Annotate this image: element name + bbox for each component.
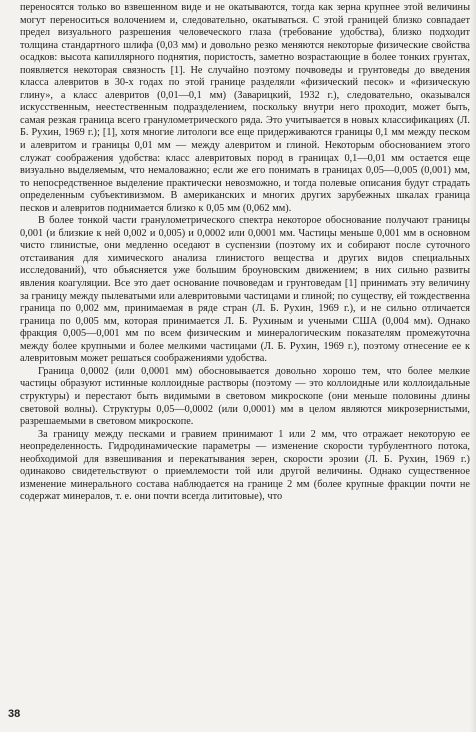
paragraph-4: За границу между песками и гравием принимают 1 или 2 мм, что отражает некоторую ее неопределенность. Гидродинамические параметры — изменение скорости турбулентного потока, необходимой для взвешивания и перекатывания зерен, скорости эрозии (Л. Б. Рухин, 1969 г.) одинаково свидетельствуют о приемлемости той или другой величины. Однако существенное изменение минерального состава наблюдается на границе 2 мм (более крупные фракции почти не содержат минералов, т. е. они почти всегда лититовые), что <box>20 428 470 503</box>
paragraph-3: Граница 0,0002 (или 0,0001 мм) обосновывается довольно хорошо тем, что более мелкие частицы образуют истинные коллоидные растворы (поэтому — это коллоидные или коллоидальные структуры) и перестают быть видимыми в световом микроскопе (они меньше половины длины световой волны). Структуры 0,05—0,0002 (или 0,0001) мм в целом являются микрозернистыми, разрешаемыми в световом микроскопе. <box>20 365 470 428</box>
paragraph-2: В более тонкой части гранулометрического спектра некоторое обоснование получают границы 0,001 (и близкие к ней 0,002 и 0,005) и 0,0002 или 0,0001 мм. Частицы меньше 0,001 мм в основном чисто глинистые, они медленно оседают в суспензии (поэтому их и собирают после суточного отстаивания для химического анализа глинистого вещества и других видов специальных исследований), что объясняется уже большим броуновским движением; в них сильно развиты явления коагуляции. Все это дает основание почвоведам и грунтоведам [1] принимать эту величину за границу между пылеватыми или алевритовыми частицами и глиной; по существу, ей тождественна граница по 0,002 мм, принимаемая в ряде стран (Л. Б. Рухин, 1969 г.), и не сильно отличается граница по 0,005 мм, которая принимается Л. Б. Рухиным и учеными США (0,004 мм). Однако фракция 0,005—0,001 мм по всем физическим и минералогическим показателям промежуточна между более крупными и более мелкими частицами (Л. Б. Рухин, 1969 г.), поэтому отнесение ее к алевритовым может решаться соображениями удобства. <box>20 215 470 365</box>
page-number: 38 <box>8 708 21 720</box>
paragraph-1: переносятся только во взвешенном виде и не окатываются, тогда как зерна крупнее этой величины могут переноситься волочением и, следовательно, окатываться. С этой границей близко совпадает предел визуального разрешения человеческого глаза (требование удобства), близко подходит толщина стандартного шлифа (0,03 мм) и довольно резко меняются некоторые физические свойства осадков: высота капиллярного поднятия, пористость, заметно возрастающие в более тонких грунтах, появляется некоторая связность [1]. Не случайно поэтому почвоведы и грунтоведы до введения класса алевритов в 30-х годах по этой границе разделяли «физический песок» и «физическую глину», а класс алевритов (0,01—0,1 мм) (Заварицкий, 1932 г.), следовательно, оказывался искусственным, неестественным подразделением, поскольку внутри него проходит, может быть, самая резкая граница всего гранулометрического ряда. Это учитывается в новых классификациях (Л. Б. Рухин, 1969 г.); [1], хотя многие литологи все еще придерживаются границы 0,1 мм между песком и алевритом и границы 0,01 мм — между алевритом и глиной. Некоторым обоснованием этого служат соображения удобства: класс алевритовых пород в границах 0,1—0,01 мм остается еще визуально выделяемым, что немаловажно; если же его понимать в границах 0,05—0,005 (0,001) мм, то непосредственное выделение практически невозможно, и тогда полевые описания будут страдать определенным субъективизмом. В американских и многих других зарубежных шкалах граница песков и алевритов поднимается близко к 0,05 мм (0,062 мм). <box>20 2 470 214</box>
